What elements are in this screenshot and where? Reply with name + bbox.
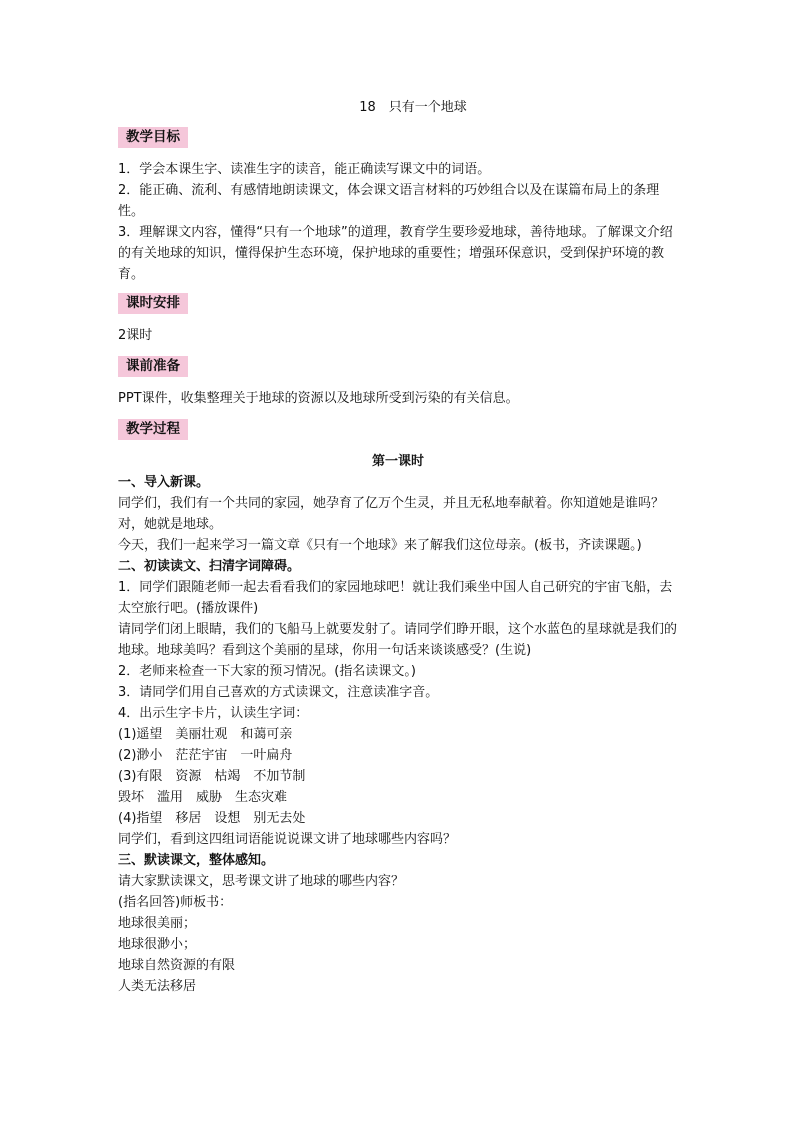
paragraph: 今天，我们一起来学习一篇文章《只有一个地球》来了解我们这位母亲。(板书，齐读课题。): [118, 538, 642, 553]
goal-item: 2．能正确、流利、有感情地朗读课文，体会课文语言材料的巧妙组合以及在谋篇布局上的条理性。: [118, 183, 660, 219]
paragraph: 请同学们闭上眼睛，我们的飞船马上就要发射了。请同学们睁开眼，这个水蓝色的星球就是我们的地球。地球美吗？看到这个美丽的星球，你用一句话来谈谈感受？(生说): [118, 622, 678, 658]
part-heading: 一、导入新课。: [118, 475, 210, 490]
section-tag-prep: 课前准备: [118, 356, 188, 377]
goals-list: [118, 159, 678, 285]
board-note: 地球很渺小；: [118, 937, 197, 952]
paragraph: 同学们，我们有一个共同的家园，她孕育了亿万个生灵，并且无私地奉献着。你知道她是谁吗？对，她就是地球。: [118, 496, 665, 532]
schedule-text: 2课时: [118, 328, 153, 343]
part-heading: 二、初读读文、扫清字词障碍。: [118, 559, 301, 574]
goal-item: 3．理解课文内容，懂得“只有一个地球”的道理，教育学生要珍爱地球，善待地球。了解课文介绍的有关地球的知识，懂得保护生态环境，保护地球的重要性；增强环保意识，受到保护环境的教育。: [118, 225, 673, 282]
prep-text: PPT课件，收集整理关于地球的资源以及地球所受到污染的有关信息。: [118, 391, 519, 406]
board-note: 人类无法移居: [118, 979, 197, 994]
word-group: (3)有限 资源 枯竭 不加节制: [118, 769, 306, 784]
section-tag-goals: 教学目标: [118, 127, 188, 148]
paragraph: (指名回答)师板书：: [118, 895, 233, 910]
section-tag-process: 教学过程: [118, 419, 188, 440]
section-tag-schedule: 课时安排: [118, 293, 188, 314]
paragraph: 请大家默读课文，思考课文讲了地球的哪些内容？: [118, 874, 405, 889]
goal-item: 1．学会本课生字、读准生字的读音，能正确读写课文中的词语。: [118, 162, 491, 177]
lesson-body: [118, 451, 678, 997]
word-group: (2)渺小 茫茫宇宙 一叶扁舟: [118, 748, 293, 763]
lesson-title: 18 只有一个地球: [359, 100, 467, 115]
paragraph: 3．请同学们用自己喜欢的方式读课文，注意读准字音。: [118, 685, 439, 700]
board-note: 地球自然资源的有限: [118, 958, 236, 973]
word-group: 毁坏 滥用 威胁 生态灾难: [118, 790, 288, 805]
period-heading: 第一课时: [371, 454, 424, 469]
board-note: 地球很美丽；: [118, 916, 197, 931]
paragraph: 1．同学们跟随老师一起去看看我们的家园地球吧！就让我们乘坐中国人自己研究的宇宙飞船，去太空旅行吧。(播放课件): [118, 580, 673, 616]
paragraph: 同学们，看到这四组词语能说说课文讲了地球哪些内容吗？: [118, 832, 457, 847]
paragraph: 2．老师来检查一下大家的预习情况。(指名读课文。): [118, 664, 416, 679]
part-heading: 三、默读课文，整体感知。: [118, 853, 275, 868]
word-group: (1)遥望 美丽壮观 和蔼可亲: [118, 727, 293, 742]
word-group: (4)指望 移居 设想 别无去处: [118, 811, 306, 826]
paragraph: 4．出示生字卡片，认读生字词：: [118, 706, 309, 721]
